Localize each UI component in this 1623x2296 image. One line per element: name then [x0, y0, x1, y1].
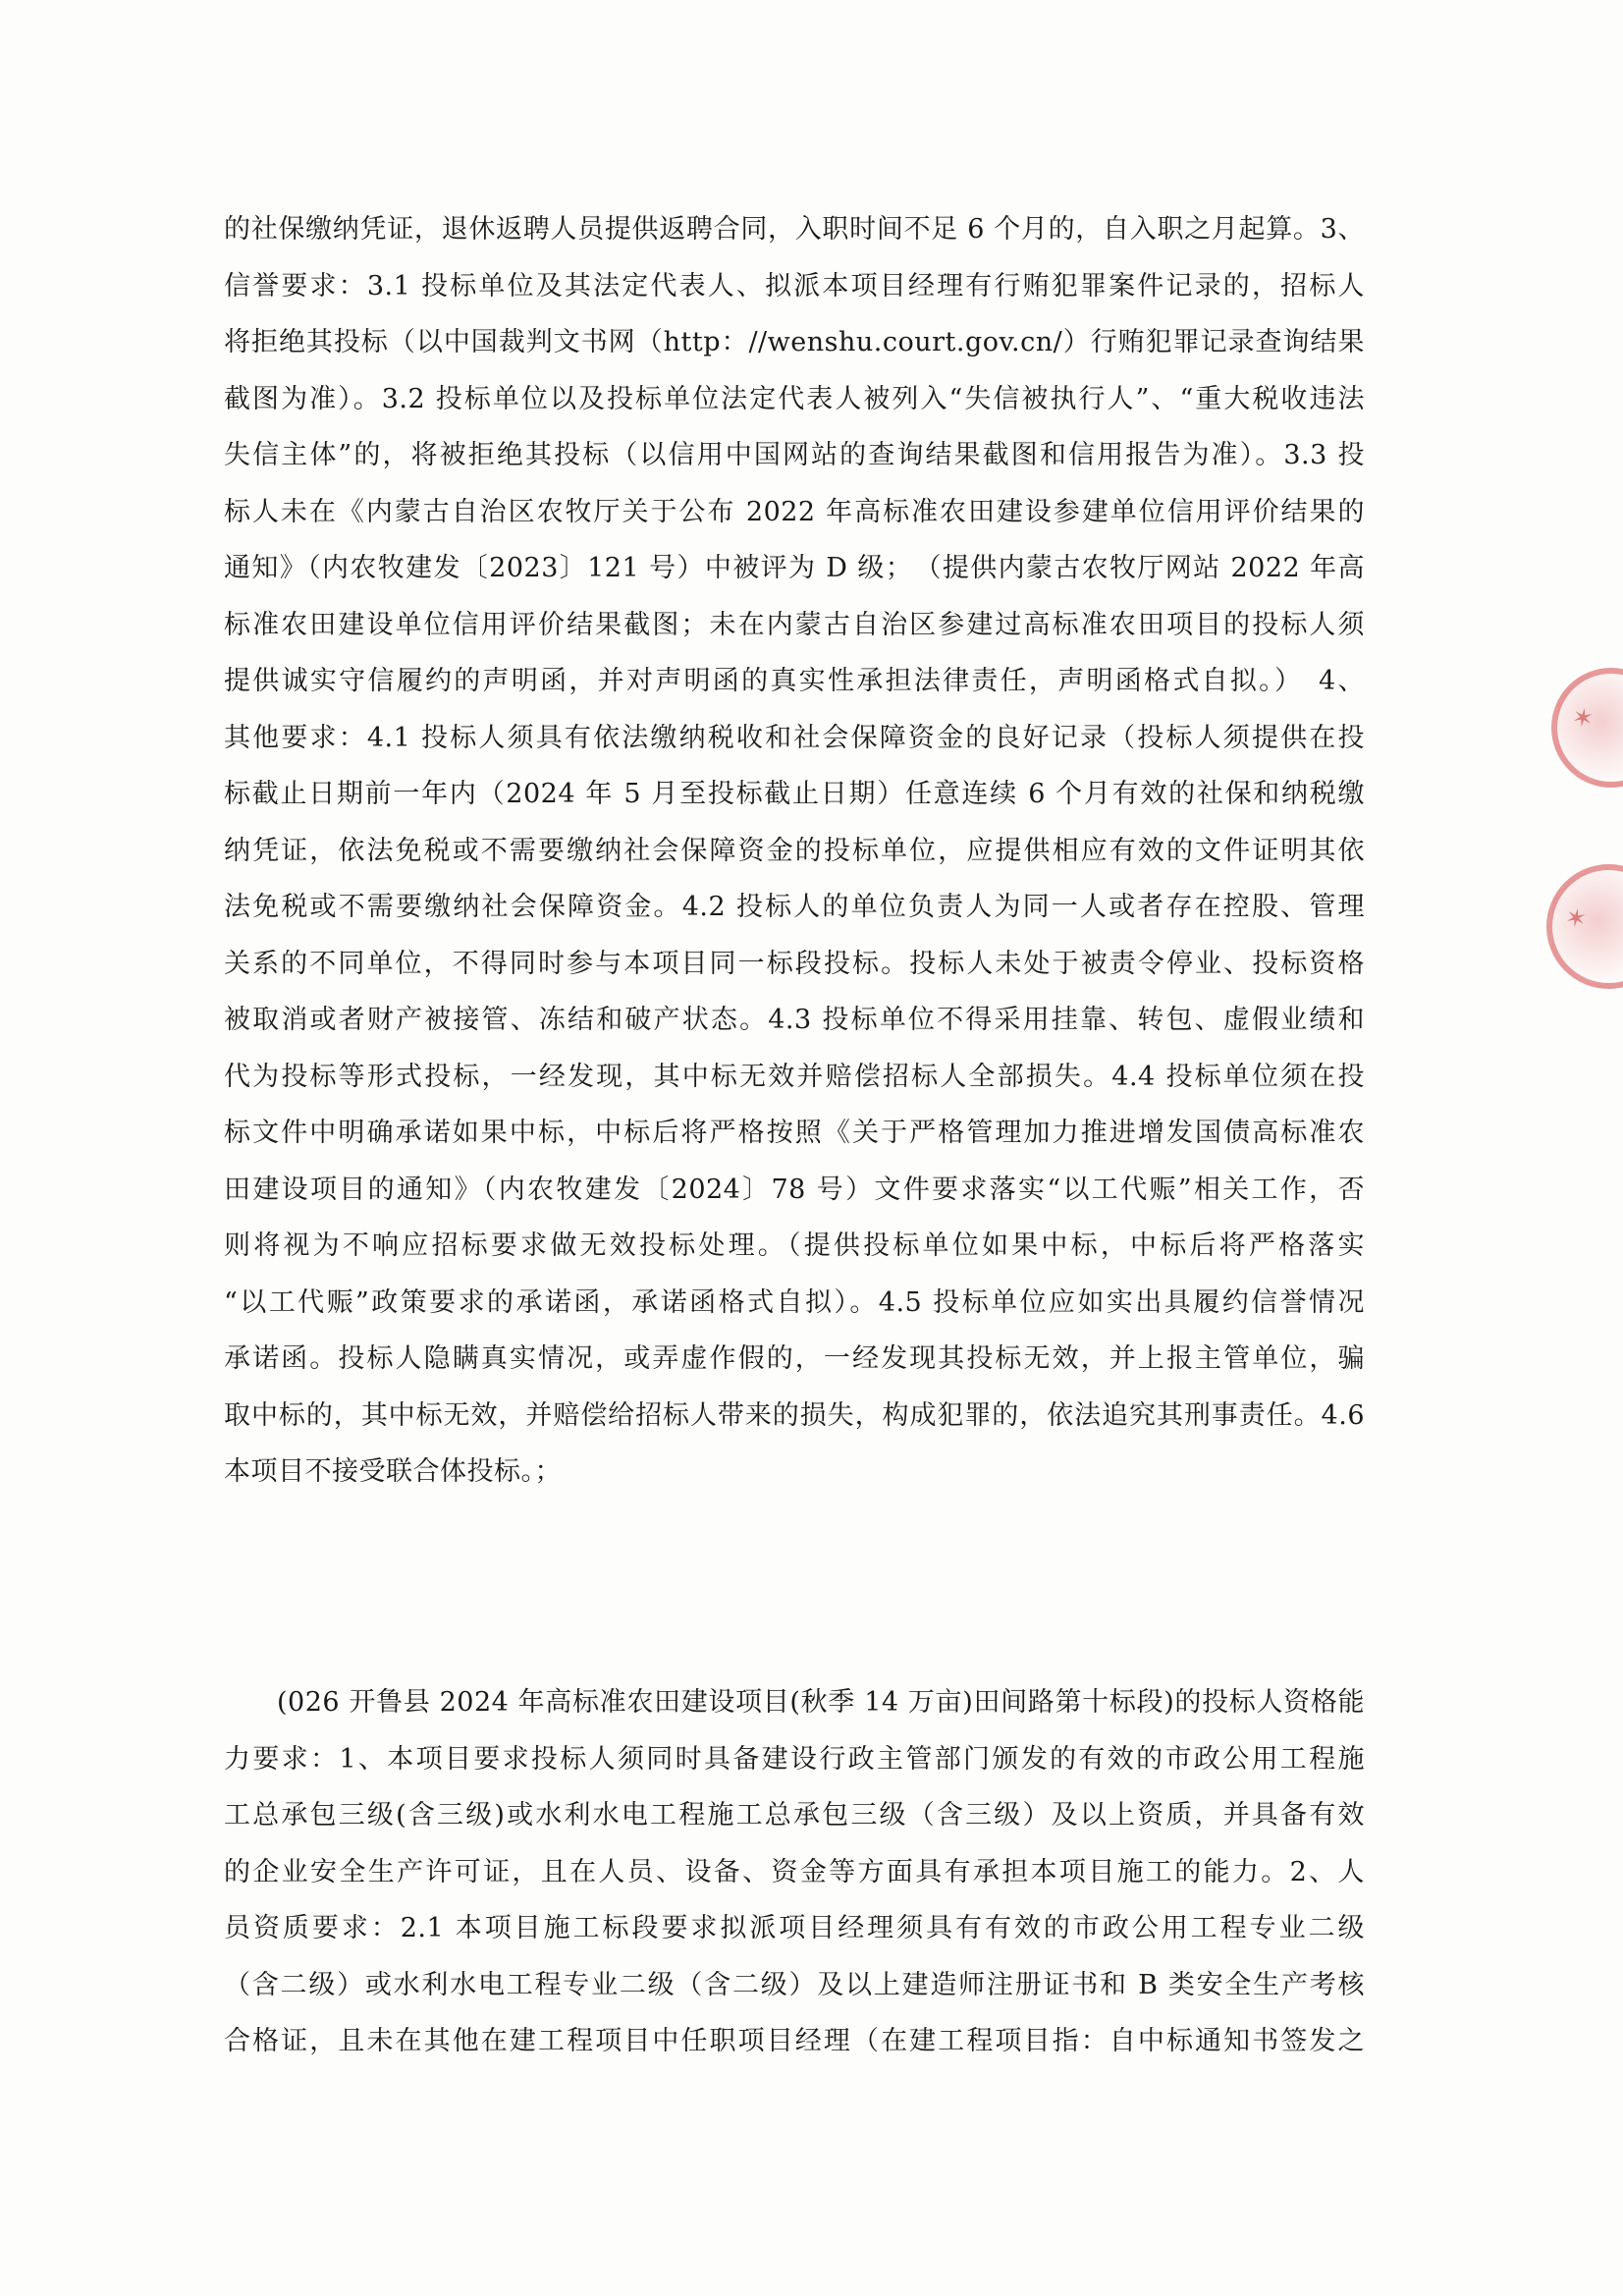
text-line: 工总承包三级(含三级)或水利水电工程施工总承包三级（含三级）及以上资质，并具备有效 [224, 1800, 1365, 1831]
text-line: 标准农田建设单位信用评价结果截图；未在内蒙古自治区参建过高标准农田项目的投标人须 [224, 609, 1365, 640]
text-line: 被取消或者财产被接管、冻结和破产状态。4.3 投标单位不得采用挂靠、转包、虚假业绩和 [224, 1005, 1365, 1035]
text-line: 合格证，且未在其他在建工程项目中任职项目经理（在建工程项目指：自中标通知书签发之 [224, 2026, 1365, 2056]
red-seal-stamp [1546, 864, 1623, 989]
text-line: 田建设项目的通知》（内农牧建发〔2024〕78 号）文件要求落实“以工代赈”相关工作，否 [224, 1174, 1365, 1205]
text-line: “以工代赈”政策要求的承诺函，承诺函格式自拟）。4.5 投标单位应如实出具履约信誉情况 [224, 1286, 1365, 1318]
text-line: 代为投标等形式投标，一经发现，其中标无效并赔偿招标人全部损失。4.4 投标单位须在投 [224, 1061, 1365, 1092]
paragraph-lot-026-requirements [224, 1674, 1365, 2070]
seal-mark-icon: ✶ [1557, 902, 1593, 934]
text-line: 承诺函。投标人隐瞒真实情况，或弄虚作假的，一经发现其投标无效，并上报主管单位，骗 [224, 1343, 1365, 1374]
text-line: 则将视为不响应招标要求做无效投标处理。（提供投标单位如果中标，中标后将严格落实 [224, 1230, 1365, 1261]
red-seal-stamp [1551, 668, 1623, 788]
text-line: 力要求：1、本项目要求投标人须同时具备建设行政主管部门颁发的有效的市政公用工程施 [224, 1743, 1365, 1775]
text-line: 通知》（内农牧建发〔2023〕121 号）中被评为 D 级； （提供内蒙古农牧厅网站 2022 年高 [224, 553, 1365, 583]
text-line: 本项目不接受联合体投标。； [224, 1456, 562, 1487]
text-line: (026 开鲁县 2024 年高标准农田建设项目(秋季 14 万亩)田间路第十标段)的投标人资格能 [277, 1687, 1365, 1718]
text-line: 失信主体”的，将被拒绝其投标（以信用中国网站的查询结果截图和信用报告为准）。3.3 投 [224, 440, 1365, 470]
text-line: 信誉要求：3.1 投标单位及其法定代表人、拟派本项目经理有行贿犯罪案件记录的，招标人 [224, 270, 1365, 301]
text-line: 的社保缴纳凭证，退休返聘人员提供返聘合同，入职时间不足 6 个月的，自入职之月起算。3、 [224, 214, 1365, 245]
text-line: 法免税或不需要缴纳社会保障资金。4.2 投标人的单位负责人为同一人或者存在控股、管理 [224, 892, 1365, 922]
text-line: 纳凭证，依法免税或不需要缴纳社会保障资金的投标单位，应提供相应有效的文件证明其依 [224, 835, 1365, 866]
paragraph-qualification-continued [224, 201, 1365, 1501]
text-line: （含二级）或水利水电工程专业二级（含二级）及以上建造师注册证书和 B 类安全生产考核 [224, 1969, 1365, 2000]
text-line: 截图为准）。3.2 投标单位以及投标单位法定代表人被列入“失信被执行人”、“重大税收违法 [224, 383, 1365, 414]
text-line: 员资质要求：2.1 本项目施工标段要求拟派项目经理须具有有效的市政公用工程专业二级 [224, 1913, 1365, 1943]
text-line: 标截止日期前一年内（2024 年 5 月至投标截止日期）任意连续 6 个月有效的社保和纳税缴 [224, 779, 1365, 809]
text-line: 其他要求：4.1 投标人须具有依法缴纳税收和社会保障资金的良好记录（投标人须提供在投 [224, 722, 1365, 753]
text-line: 提供诚实守信履约的声明函，并对声明函的真实性承担法律责任，声明函格式自拟。） 4、 [224, 666, 1365, 696]
text-line: 将拒绝其投标（以中国裁判文书网（http：//wenshu.court.gov.cn/）行贿犯罪记录查询结果 [224, 327, 1365, 357]
seal-mark-icon: ✶ [1564, 702, 1599, 734]
text-line: 取中标的，其中标无效，并赔偿给招标人带来的损失，构成犯罪的，依法追究其刑事责任。4.6 [224, 1399, 1365, 1431]
text-line: 关系的不同单位，不得同时参与本项目同一标段投标。投标人未处于被责令停业、投标资格 [224, 948, 1365, 979]
text-line: 标文件中明确承诺如果中标，中标后将严格按照《关于严格管理加力推进增发国债高标准农 [224, 1118, 1365, 1148]
text-line: 标人未在《内蒙古自治区农牧厅关于公布 2022 年高标准农田建设参建单位信用评价结果的 [224, 496, 1365, 527]
text-line: 的企业安全生产许可证，且在人员、设备、资金等方面具有承担本项目施工的能力。2、人 [224, 1856, 1365, 1887]
